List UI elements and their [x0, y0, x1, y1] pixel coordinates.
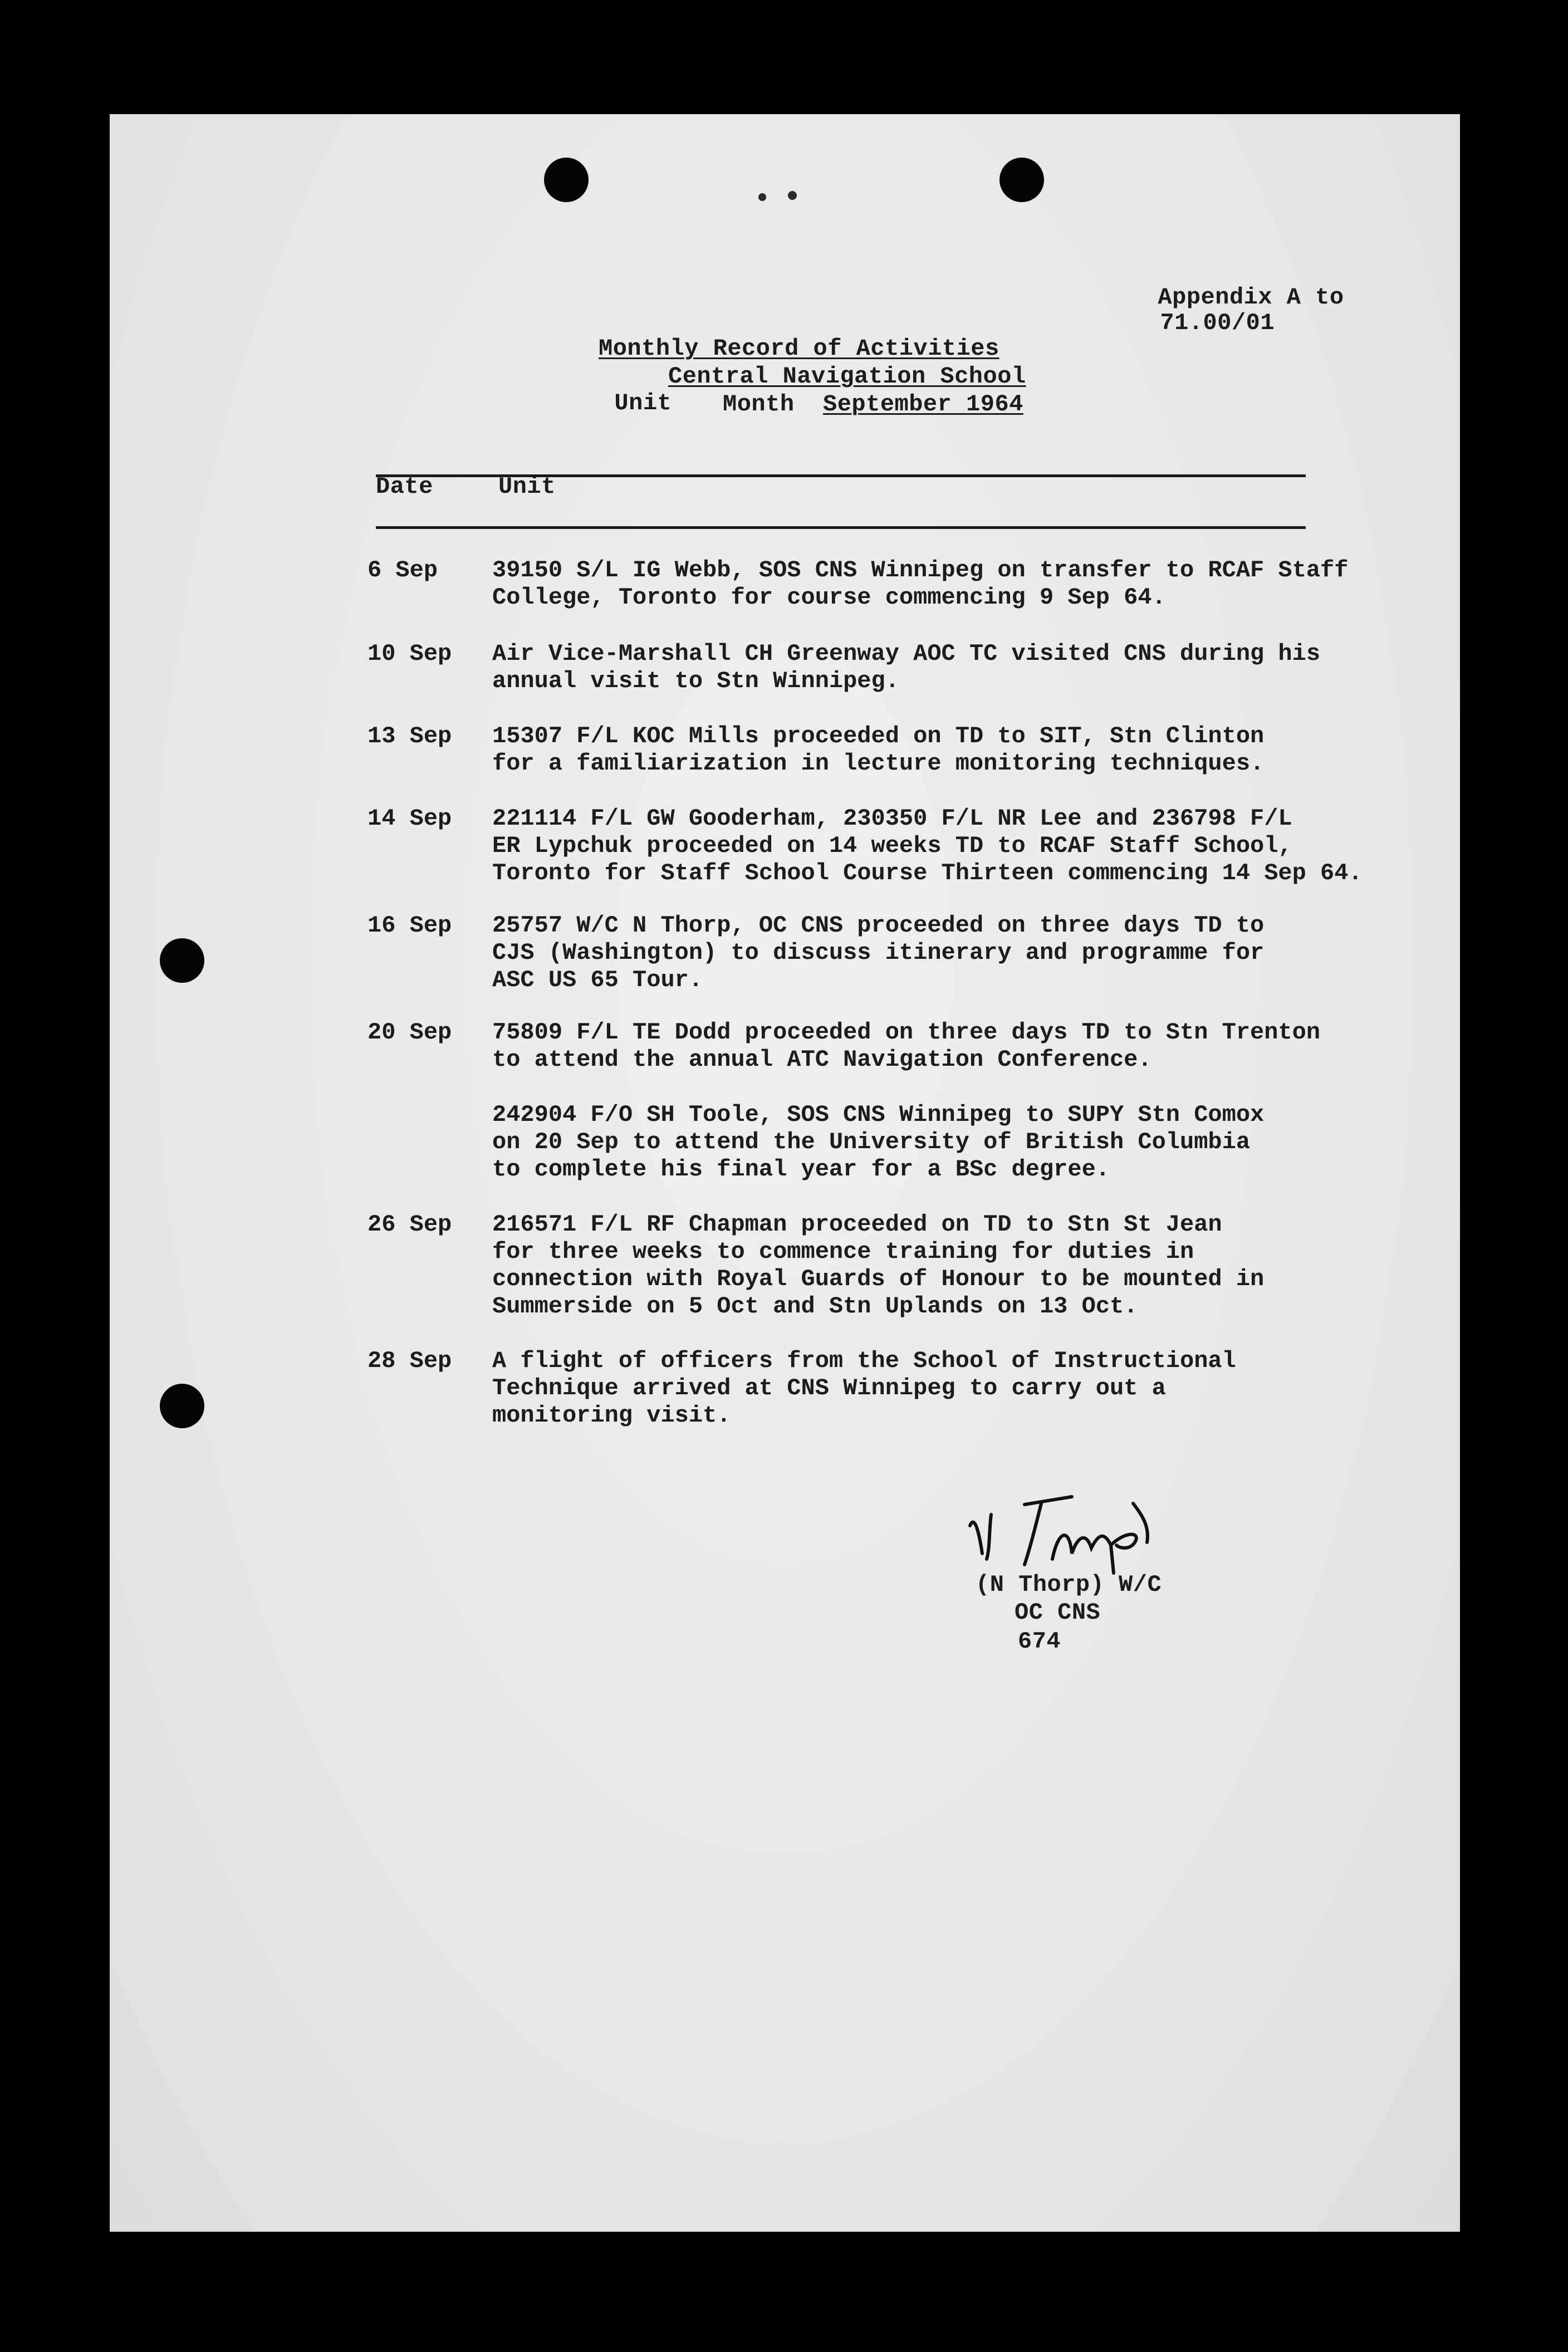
entry-line: to attend the annual ATC Navigation Conference. [492, 1046, 1152, 1073]
appendix-line-1: Appendix A to [1158, 284, 1344, 311]
month-value: September 1964 [823, 391, 1023, 418]
entry-text [492, 723, 1264, 777]
entry-line: to complete his final year for a BSc degree. [492, 1156, 1110, 1183]
entry-date: 28 Sep [367, 1347, 452, 1374]
entry-date: 20 Sep [367, 1019, 452, 1046]
entry-line: annual visit to Stn Winnipeg. [492, 668, 899, 694]
punch-hole-top-right [999, 158, 1044, 202]
entry-date: 13 Sep [367, 723, 452, 749]
staple-mark [758, 193, 766, 201]
column-header-unit: Unit [498, 473, 556, 500]
entry-date: 14 Sep [367, 805, 452, 832]
entry-line: 216571 F/L RF Chapman proceeded on TD to Stn St Jean [492, 1211, 1222, 1238]
entry-line: 221114 F/L GW Gooderham, 230350 F/L NR Lee and 236798 F/L [492, 805, 1292, 832]
entry-text [492, 805, 1363, 887]
entry-date: 10 Sep [367, 640, 452, 667]
entry-text [492, 1347, 1236, 1429]
entry-line: Summerside on 5 Oct and Stn Uplands on 13 Oct. [492, 1293, 1138, 1320]
entry-text [492, 1101, 1264, 1183]
entry-line: 39150 S/L IG Webb, SOS CNS Winnipeg on transfer to RCAF Staff [492, 557, 1349, 584]
entry-line: connection with Royal Guards of Honour to be mounted in [492, 1266, 1265, 1292]
unit-label: Unit [614, 390, 672, 416]
entry-line: 25757 W/C N Thorp, OC CNS proceeded on three days TD to [492, 912, 1265, 939]
appendix-line-2: 71.00/01 [1160, 310, 1275, 336]
entry-text [492, 640, 1320, 695]
signatory-name: (N Thorp) W/C [976, 1571, 1162, 1598]
punch-hole-left-upper [160, 938, 204, 983]
document-title: Monthly Record of Activities [599, 335, 999, 362]
entry-line: 242904 F/O SH Toole, SOS CNS Winnipeg to SUPY Stn Comox [492, 1101, 1265, 1128]
entry-line: Air Vice-Marshall CH Greenway AOC TC visited CNS during his [492, 640, 1321, 667]
handwritten-signature [958, 1492, 1192, 1576]
entry-line: ER Lypchuk proceeded on 14 weeks TD to RCAF Staff School, [492, 832, 1292, 859]
entry-date: 16 Sep [367, 912, 452, 939]
staple-mark [788, 191, 797, 200]
entry-line: on 20 Sep to attend the University of British Columbia [492, 1129, 1251, 1155]
page-number: 674 [1018, 1628, 1061, 1655]
signatory-title: OC CNS [1015, 1599, 1101, 1626]
entry-text [492, 557, 1348, 611]
entry-line: monitoring visit. [492, 1402, 731, 1429]
entry-line: 75809 F/L TE Dodd proceeded on three days TD to Stn Trenton [492, 1019, 1321, 1046]
entry-date: 6 Sep [367, 557, 438, 584]
entry-line: for a familiarization in lecture monitoring techniques. [492, 750, 1265, 777]
column-header-date: Date [376, 473, 433, 500]
entry-line: Toronto for Staff School Course Thirteen commencing 14 Sep 64. [492, 860, 1363, 886]
entry-line: for three weeks to commence training for duties in [492, 1238, 1194, 1265]
entry-line: CJS (Washington) to discuss itinerary and programme for [492, 939, 1265, 966]
entry-line: 15307 F/L KOC Mills proceeded on TD to SIT, Stn Clinton [492, 723, 1265, 749]
month-label: Month [723, 391, 795, 418]
entry-text [492, 912, 1264, 994]
entry-date: 26 Sep [367, 1211, 452, 1238]
entry-line: A flight of officers from the School of Instructional [492, 1347, 1236, 1374]
appendix-file-number [1131, 283, 1275, 336]
punch-hole-left-lower [160, 1384, 204, 1428]
entry-text [492, 1211, 1264, 1320]
punch-hole-top-left [544, 158, 589, 202]
unit-value: Central Navigation School [668, 363, 1026, 390]
entry-line: ASC US 65 Tour. [492, 967, 703, 993]
entry-line: Technique arrived at CNS Winnipeg to carry out a [492, 1375, 1166, 1402]
table-rule-bottom [376, 526, 1306, 529]
unit-line [586, 363, 672, 416]
entry-line: College, Toronto for course commencing 9 Sep 64. [492, 584, 1166, 611]
entry-text [492, 1019, 1320, 1074]
